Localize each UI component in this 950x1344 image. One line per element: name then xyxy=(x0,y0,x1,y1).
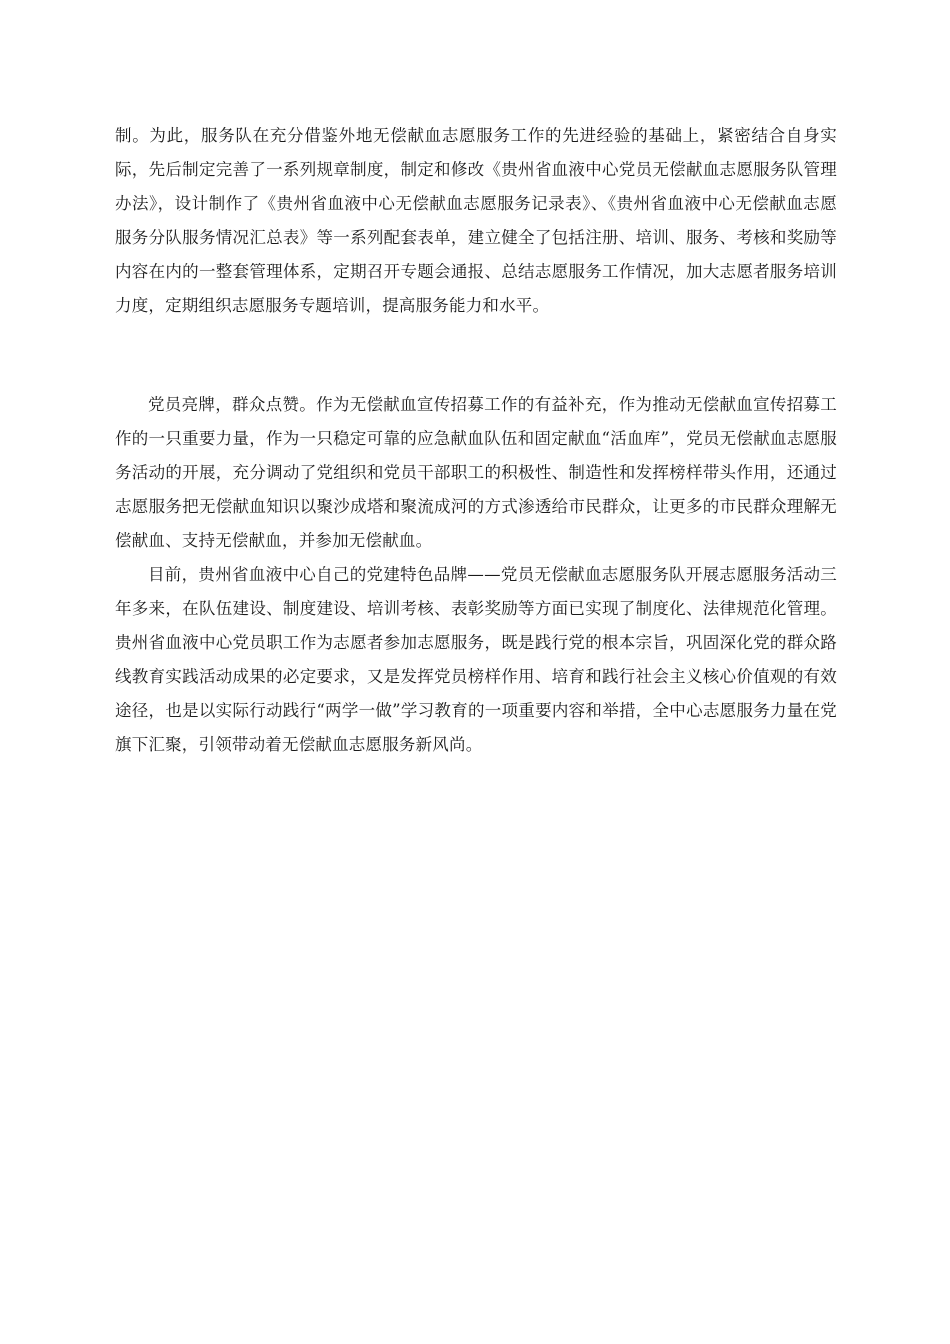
paragraph-continuation xyxy=(115,119,837,323)
body-paragraph-1: 制。为此，服务队在充分借鉴外地无偿献血志愿服务工作的先进经验的基础上，紧密结合自身实际，先后制定完善了一系列规章制度，制定和修改《贵州省血液中心党员无偿献血志愿服务队管理办法》，设计制作了《贵州省血液中心无偿献血志愿服务记录表》、《贵州省血液中心无偿献血志愿服务分队服务情况汇总表》等一系列配套表单，建立健全了包括注册、培训、服务、考核和奖励等内容在内的一整套管理体系，定期召开专题会通报、总结志愿服务工作情况，加大志愿者服务培训力度，定期组织志愿服务专题培训，提高服务能力和水平。 xyxy=(115,126,837,315)
body-paragraph-2: 党员亮牌，群众点赞。作为无偿献血宣传招募工作的有益补充，作为推动无偿献血宣传招募工作的一只重要力量，作为一只稳定可靠的应急献血队伍和固定献血“活血库”，党员无偿献血志愿服务活动的开展，充分调动了党组织和党员干部职工的积极性、制造性和发挥榜样带头作用，还通过志愿服务把无偿献血知识以聚沙成塔和聚流成河的方式渗透给市民群众，让更多的市民群众理解无偿献血、支持无偿献血，并参加无偿献血。 xyxy=(115,395,837,550)
body-paragraph-3: 目前，贵州省血液中心自己的党建特色品牌——党员无偿献血志愿服务队开展志愿服务活动三年多来，在队伍建设、制度建设、培训考核、表彰奖励等方面已实现了制度化、法律规范化管理。贵州省血液中心党员职工作为志愿者参加志愿服务，既是践行党的根本宗旨，巩固深化党的群众路线教育实践活动成果的必定要求，又是发挥党员榜样作用、培育和践行社会主义核心价值观的有效途径，也是以实际行动践行“两学一做”学习教育的一项重要内容和举措，全中心志愿服务力量在党旗下汇聚，引领带动着无偿献血志愿服务新风尚。 xyxy=(115,565,837,754)
paragraph-group xyxy=(115,388,837,762)
